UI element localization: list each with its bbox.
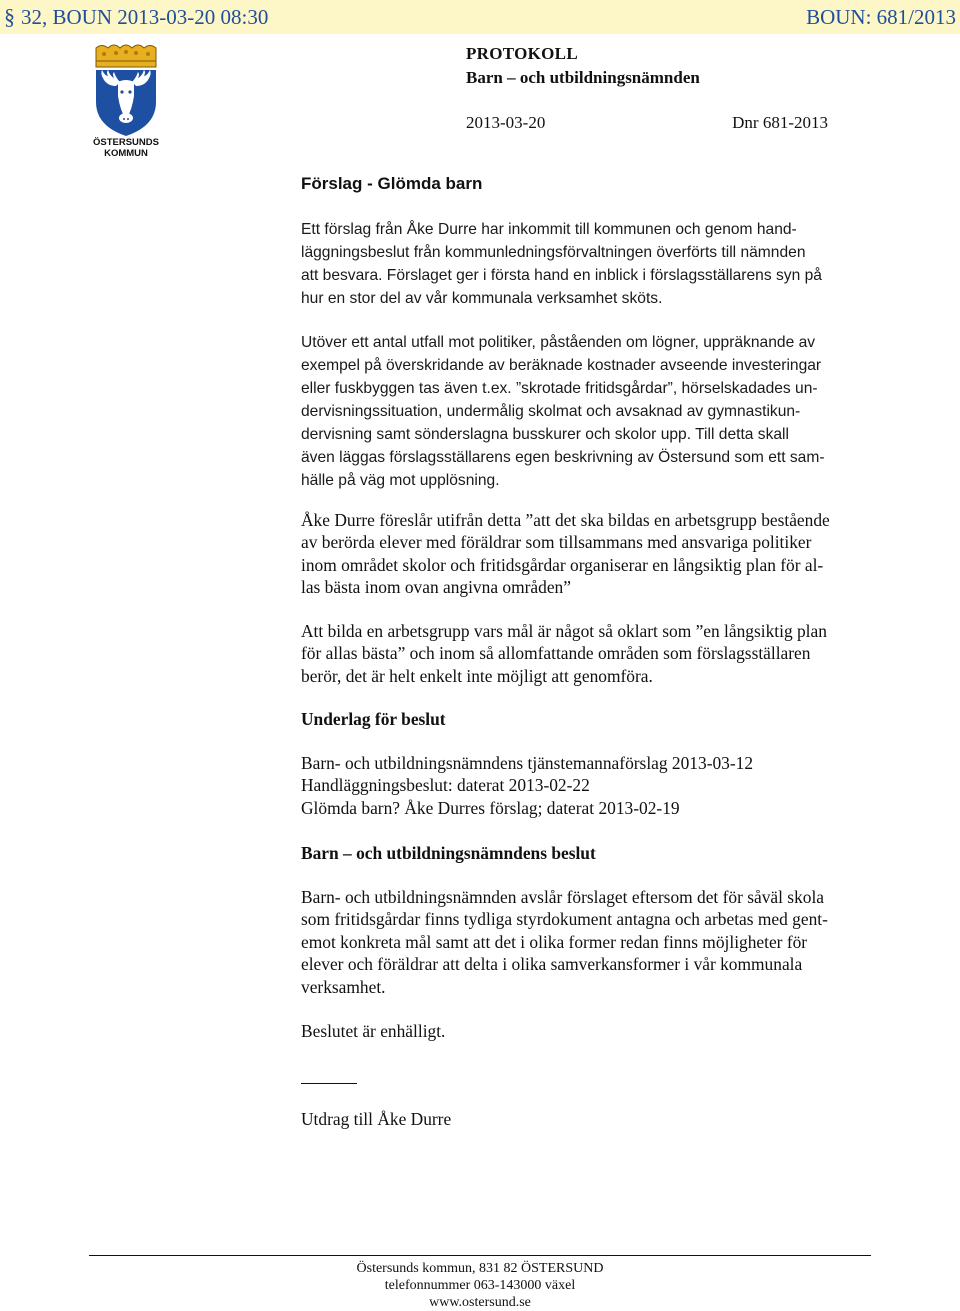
text-line: eller fuskbyggen tas även t.ex. ”skrotade fritidsgårdar”, hörselskadades un-: [301, 380, 818, 397]
footer-phone: telefonnummer 063-143000 växel: [384, 1278, 576, 1293]
underlag-heading: Underlag för beslut: [301, 709, 446, 729]
underlag-list: [301, 752, 901, 819]
text-line: verksamhet.: [301, 976, 386, 997]
text-line: att besvara. Förslaget ger i första hand en inblick i förslagsställarens syn på: [301, 267, 822, 284]
logo-text-line2: KOMMUN: [104, 148, 148, 159]
text-line: hälle på väg mot upplösning.: [301, 472, 500, 489]
divider: [301, 1083, 357, 1084]
text-line: Åke Durre föreslår utifrån detta ”att det ska bildas en arbetsgrupp bestående: [301, 510, 830, 530]
footer-address: Östersunds kommun, 831 82 ÖSTERSUND: [356, 1261, 604, 1276]
decision-text: [301, 886, 901, 998]
footer-website: www.ostersund.se: [429, 1295, 531, 1310]
text-line: läggningsbeslut från kommunledningsförvaltningen överförts till nämnden: [301, 244, 806, 261]
list-item: Glömda barn? Åke Durres förslag; daterat 2013-02-19: [301, 797, 680, 818]
committee-name: Barn – och utbildningsnämnden: [466, 68, 700, 87]
decision-unanimous: [301, 1020, 901, 1042]
list-item: Barn- och utbildningsnämndens tjänstemannaförslag 2013-03-12: [301, 753, 754, 773]
text-line: las bästa inom ovan angivna områden”: [301, 577, 571, 598]
footer-divider: [89, 1255, 871, 1256]
section-symbol: §: [4, 4, 15, 29]
extract-recipient: [301, 1108, 901, 1130]
document-type: PROTOKOLL: [466, 44, 578, 63]
banner-case-number: BOUN: 681/2013: [806, 5, 956, 29]
page-title: Förslag - Glömda barn: [301, 174, 483, 193]
text-line: Beslutet är enhälligt.: [301, 1021, 446, 1041]
paragraph-claims: [301, 331, 901, 492]
logo-text-line1: ÖSTERSUNDS: [93, 137, 159, 148]
text-line: Utöver ett antal utfall mot politiker, påståenden om lögner, uppräknande av: [301, 334, 816, 351]
text-line: Barn- och utbildningsnämnden avslår förslaget eftersom det för såväl skola: [301, 887, 825, 907]
text-line: elever och föräldrar att delta i olika samverkansformer i vår kommunala: [301, 954, 803, 975]
meeting-date: 2013-03-20: [466, 113, 546, 132]
banner-left: [4, 0, 268, 34]
paragraph-proposal: [301, 509, 901, 599]
municipality-logo: [90, 40, 162, 148]
section-banner: [0, 0, 960, 34]
text-line: Ett förslag från Åke Durre har inkommit till kommunen och genom hand-: [301, 221, 797, 238]
paragraph-intro: [301, 218, 901, 310]
text-line: även läggas förslagsställarens egen beskrivning av Östersund som ett sam-: [301, 449, 825, 466]
text-line: Utdrag till Åke Durre: [301, 1109, 452, 1129]
text-line: för allas bästa” och inom så allomfattande områden som förslagsställaren: [301, 643, 811, 664]
registration-number: Dnr 681-2013: [732, 113, 828, 132]
text-line: emot konkreta mål samt att det i olika former redan finns möjligheter för: [301, 931, 808, 952]
paragraph-assessment: [301, 620, 901, 687]
text-line: dervisning samt sönderslagna busskurer och skolor upp. Till detta skall: [301, 426, 789, 443]
decision-heading: Barn – och utbildningsnämndens beslut: [301, 843, 596, 863]
banner-section-ref: 32, BOUN 2013-03-20 08:30: [21, 5, 269, 29]
text-line: inom området skolor och fritidsgårdar organiserar en långsiktig plan för al-: [301, 554, 824, 575]
text-line: Att bilda en arbetsgrupp vars mål är något så oklart som ”en långsiktig plan: [301, 621, 827, 641]
text-line: berör, det är helt enkelt inte möjligt att genomföra.: [301, 665, 653, 686]
text-line: som fritidsgårdar finns tydliga styrdokument antagna och arbetas med gent-: [301, 909, 828, 930]
text-line: exempel på överskridande av beräknade kostnader avseende investeringar: [301, 357, 822, 374]
text-line: av berörda elever med föräldrar som tillsammans med ansvariga politiker: [301, 532, 812, 553]
text-line: hur en stor del av vår kommunala verksamhet sköts.: [301, 290, 663, 307]
text-line: dervisningssituation, undermålig skolmat och avsaknad av gymnastikun-: [301, 403, 801, 420]
list-item: Handläggningsbeslut: daterat 2013-02-22: [301, 775, 590, 796]
coat-of-arms-icon: [90, 40, 162, 138]
